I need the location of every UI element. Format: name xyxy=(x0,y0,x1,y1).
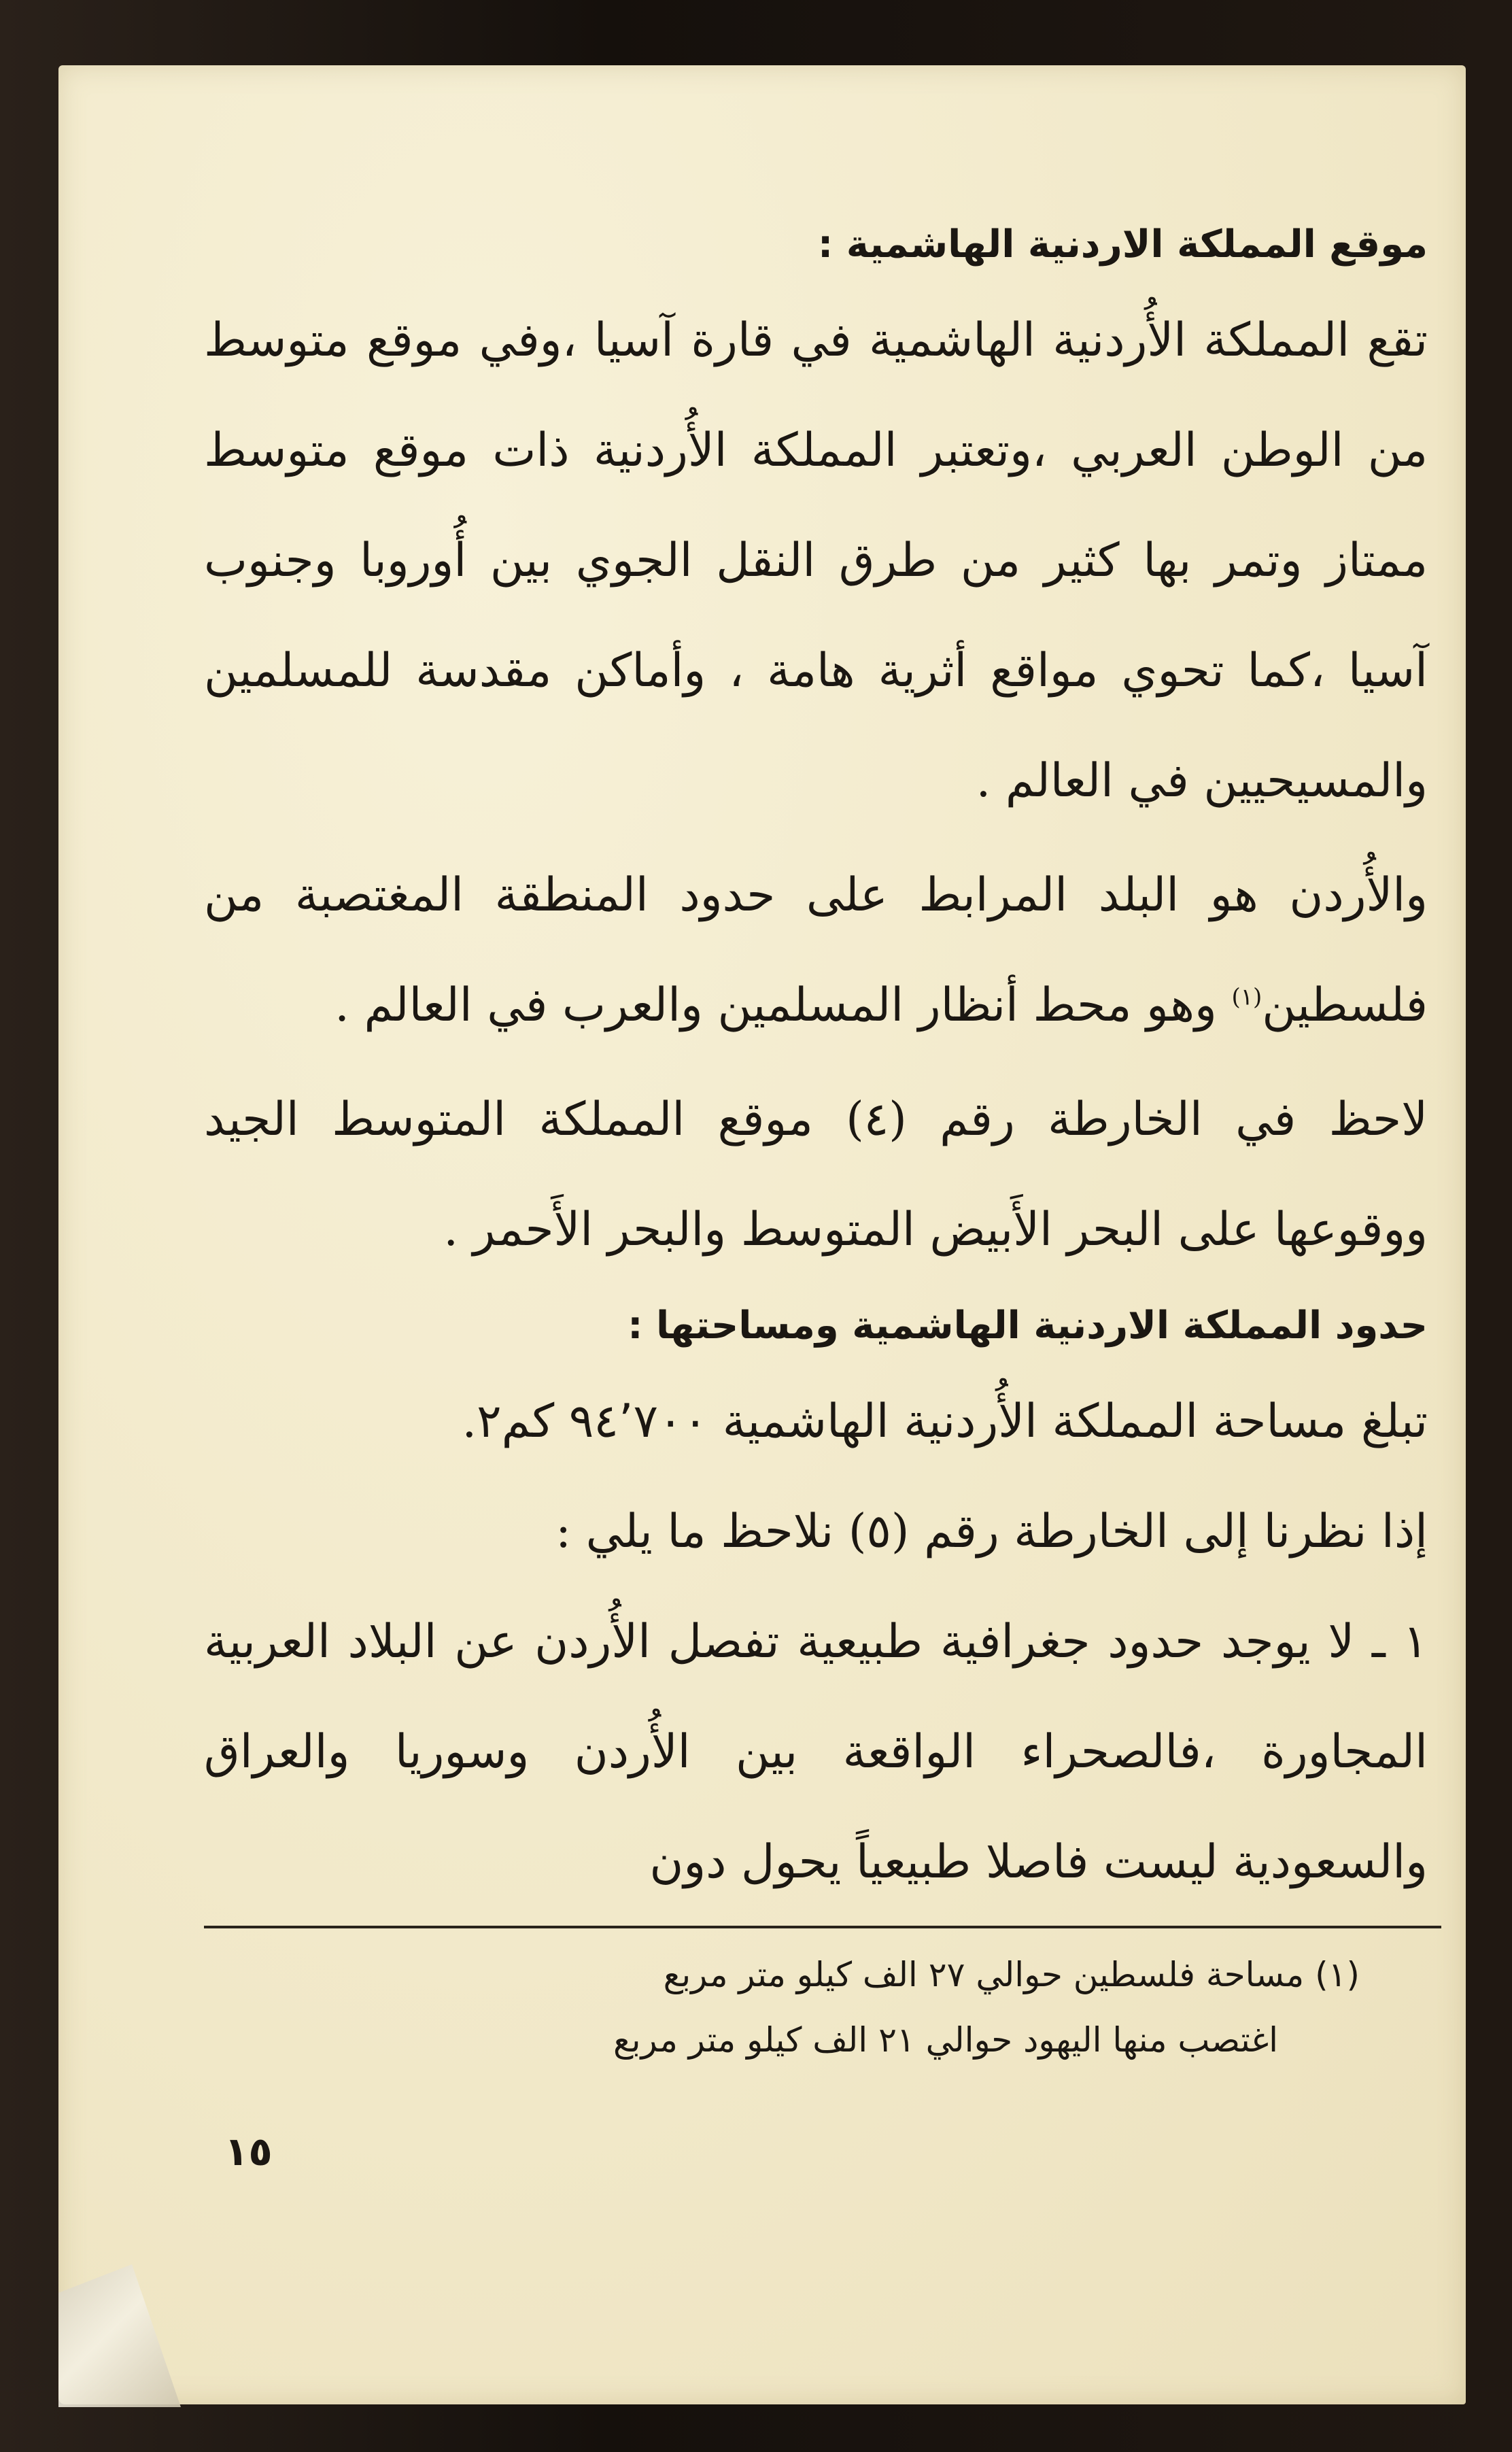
footnote-line-2: اغتصب منها اليهود حوالي ٢١ الف كيلو متر مربع xyxy=(613,2020,1278,2060)
section-heading-borders: حدود المملكة الاردنية الهاشمية ومساحتها : xyxy=(628,1304,1428,1348)
paragraph-map-intro: إذا نظرنا إلى الخارطة رقم (٥) نلاحظ ما يلي : xyxy=(555,1505,1428,1559)
page-body xyxy=(204,204,1428,1918)
footnote-line-1: (١) مساحة فلسطين حوالي ٢٧ الف كيلو متر مربع xyxy=(663,1955,1360,1994)
paragraph-area: تبلغ مساحة المملكة الأُردنية الهاشمية ٩٤٬٧٠٠ كم٢. xyxy=(462,1395,1428,1448)
footnote-reference: (١) xyxy=(1231,983,1262,1011)
paragraph-jordan-border xyxy=(204,840,1428,1061)
paragraph-text: وهو محط أنظار المسلمين والعرب في العالم . xyxy=(334,978,1232,1032)
paragraph-location: تقع المملكة الأُردنية الهاشمية في قارة آسيا ،وفي موقع متوسط من الوطن العربي ،وتعتبر المملكة الأُردنية ذات موقع متوسط ممتاز وتمر بها كثير من طرق النقل الجوي بين أُوروبا وجنوب آسيا ،كما تحوي مواقع أثرية هامة ، وأماكن مقدسة للمسلمين والمسيحيين في العالم . xyxy=(204,313,1428,808)
footnotes xyxy=(204,1942,1360,2073)
page-number: ١٥ xyxy=(224,2128,273,2175)
footnote-divider xyxy=(204,1926,1441,1928)
paragraph-list-item-1: ١ ـ لا يوجد حدود جغرافية طبيعية تفصل الأُردن عن البلاد العربية المجاورة ،فالصحراء الواقعة بين الأُردن وسوريا والعراق والسعودية ليست فاصلا طبيعياً يحول دون xyxy=(204,1615,1428,1889)
paragraph-map-note: لاحظ في الخارطة رقم (٤) موقع المملكة المتوسط الجيد ووقوعها على البحر الأَبيض المتوسط والبحر الأَحمر . xyxy=(204,1093,1428,1257)
section-heading-location: موقع المملكة الاردنية الهاشمية : xyxy=(817,222,1428,267)
paragraph-text: والأُردن هو البلد المرابط على حدود المنطقة المغتصبة من فلسطين xyxy=(204,868,1428,1032)
